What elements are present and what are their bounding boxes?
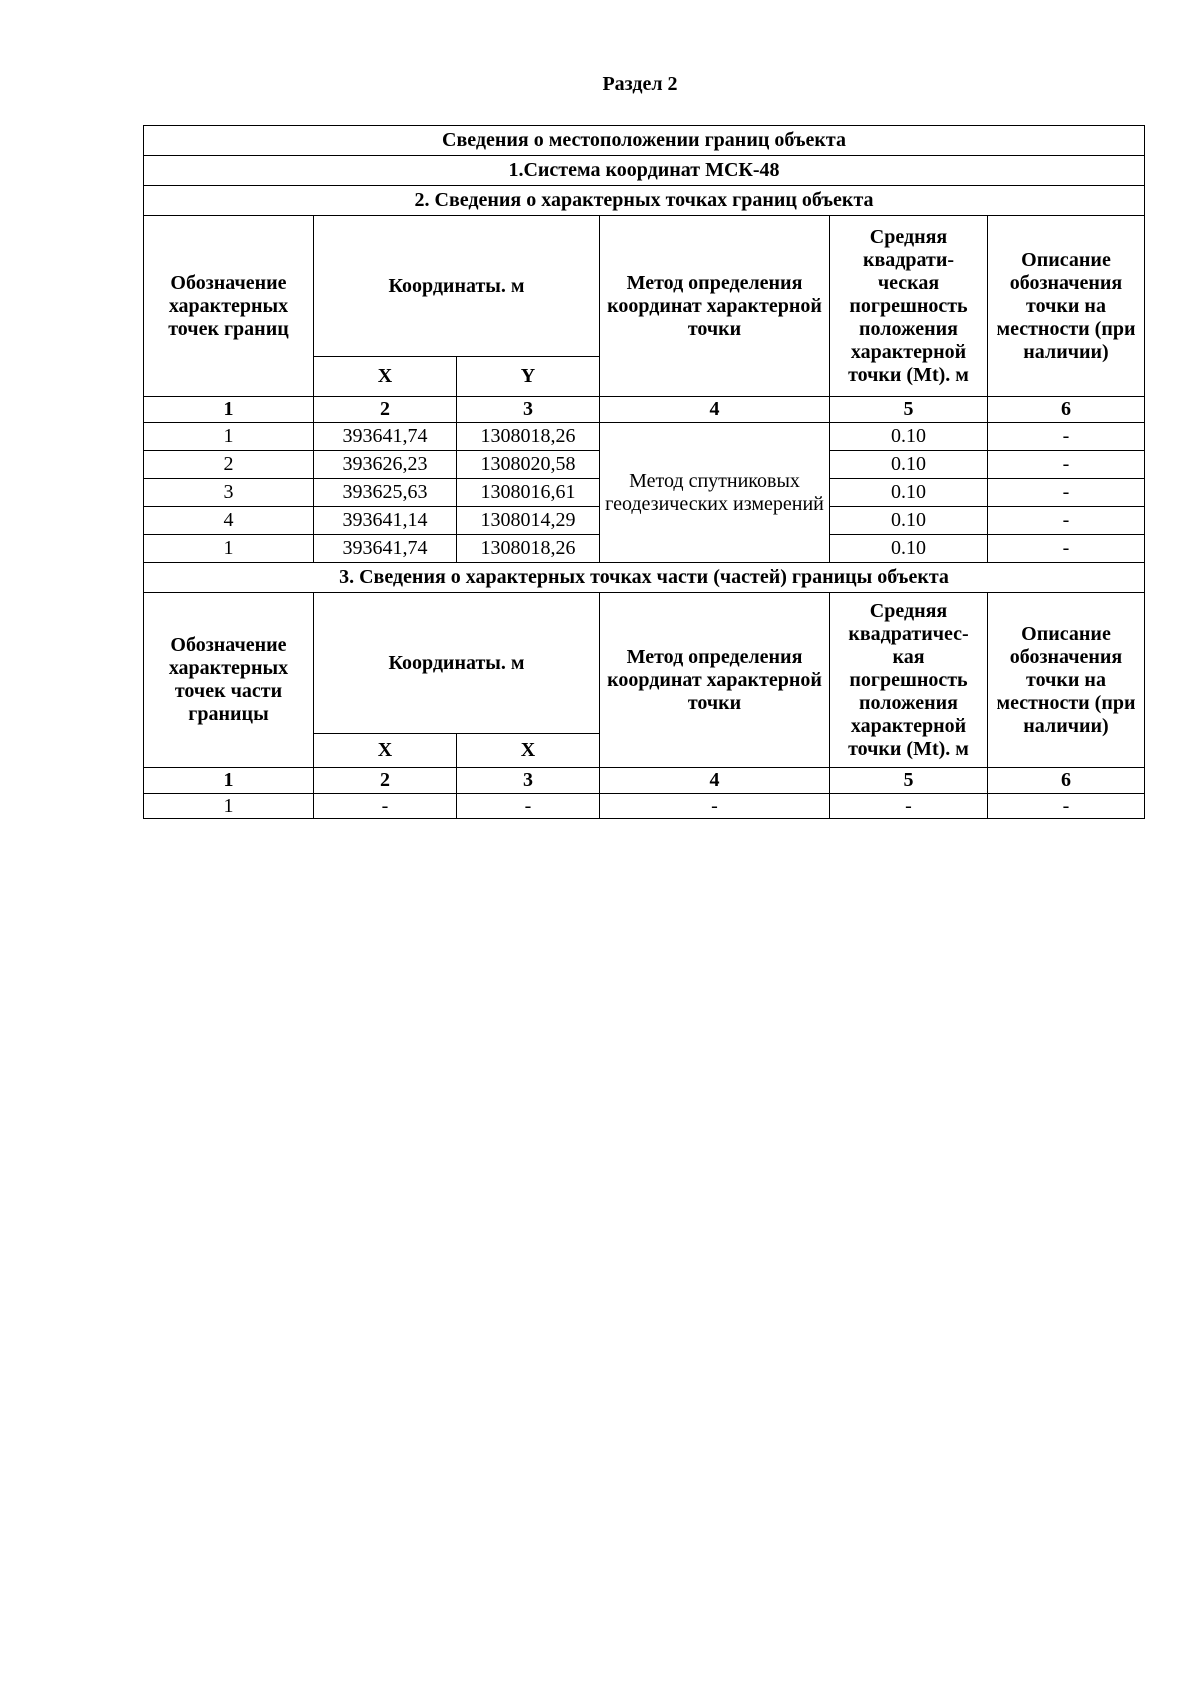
method-cell: -	[600, 794, 830, 819]
x-cell: 393625,63	[314, 479, 457, 507]
point-cell: 3	[144, 479, 314, 507]
header-x: X	[457, 734, 600, 768]
desc-cell: -	[988, 535, 1145, 563]
method-cell: Метод спутниковых геодезических измерений	[600, 423, 830, 563]
header-x: X	[314, 357, 457, 397]
desc-cell: -	[988, 507, 1145, 535]
header-coords: Координаты. м	[314, 593, 600, 734]
table-row	[144, 423, 1145, 451]
header-method: Метод определения координат характерной точки	[600, 593, 830, 768]
error-cell: 0.10	[830, 535, 988, 563]
x-cell: 393626,23	[314, 451, 457, 479]
col-number: 3	[457, 397, 600, 423]
section3-title-row	[144, 563, 1145, 593]
x-cell: 393641,74	[314, 535, 457, 563]
section2-title: 2. Сведения о характерных точках границ объекта	[144, 186, 1145, 216]
table-row	[144, 794, 1145, 819]
header-method: Метод определения координат характерной точки	[600, 216, 830, 397]
col-number: 2	[314, 768, 457, 794]
point-cell: 1	[144, 794, 314, 819]
col-number: 5	[830, 768, 988, 794]
col-number: 4	[600, 768, 830, 794]
section3-header-row	[144, 593, 1145, 734]
point-cell: 2	[144, 451, 314, 479]
desc-cell: -	[988, 479, 1145, 507]
header-y: Y	[457, 357, 600, 397]
header-x: X	[314, 734, 457, 768]
desc-cell: -	[988, 451, 1145, 479]
x-cell: -	[457, 794, 600, 819]
section3-col-numbers	[144, 768, 1145, 794]
col-number: 1	[144, 397, 314, 423]
col-number: 6	[988, 397, 1145, 423]
section2-header-row	[144, 216, 1145, 357]
header-coords: Координаты. м	[314, 216, 600, 357]
error-cell: 0.10	[830, 451, 988, 479]
error-cell: 0.10	[830, 479, 988, 507]
coord-system-row	[144, 156, 1145, 186]
error-cell: -	[830, 794, 988, 819]
coord-system: 1.Система координат МСК-48	[144, 156, 1145, 186]
table-title-row	[144, 126, 1145, 156]
col-number: 6	[988, 768, 1145, 794]
desc-cell: -	[988, 794, 1145, 819]
col-number: 3	[457, 768, 600, 794]
point-cell: 4	[144, 507, 314, 535]
y-cell: 1308014,29	[457, 507, 600, 535]
section2-col-numbers	[144, 397, 1145, 423]
header-point: Обозначение характерных точек части границы	[144, 593, 314, 768]
error-cell: 0.10	[830, 507, 988, 535]
x-cell: 393641,14	[314, 507, 457, 535]
point-cell: 1	[144, 423, 314, 451]
col-number: 5	[830, 397, 988, 423]
x-cell: -	[314, 794, 457, 819]
x-cell: 393641,74	[314, 423, 457, 451]
col-number: 2	[314, 397, 457, 423]
page-title: Раздел 2	[602, 73, 678, 95]
desc-cell: -	[988, 423, 1145, 451]
y-cell: 1308020,58	[457, 451, 600, 479]
y-cell: 1308018,26	[457, 423, 600, 451]
y-cell: 1308016,61	[457, 479, 600, 507]
point-cell: 1	[144, 535, 314, 563]
col-number: 1	[144, 768, 314, 794]
y-cell: 1308018,26	[457, 535, 600, 563]
section2-title-row	[144, 186, 1145, 216]
error-cell: 0.10	[830, 423, 988, 451]
section3-title: 3. Сведения о характерных точках части (частей) границы объекта	[144, 563, 1145, 593]
header-point: Обозначение характерных точек границ	[144, 216, 314, 397]
header-error: Средняя квадратичес-кая погрешность положения характерной точки (Mt). м	[830, 593, 988, 768]
header-desc: Описание обозначения точки на местности (при наличии)	[988, 216, 1145, 397]
header-error: Средняя квадрати-ческая погрешность положения характерной точки (Mt). м	[830, 216, 988, 397]
table-title: Сведения о местоположении границ объекта	[144, 126, 1145, 156]
header-desc: Описание обозначения точки на местности (при наличии)	[988, 593, 1145, 768]
col-number: 4	[600, 397, 830, 423]
boundary-table	[143, 125, 1145, 819]
